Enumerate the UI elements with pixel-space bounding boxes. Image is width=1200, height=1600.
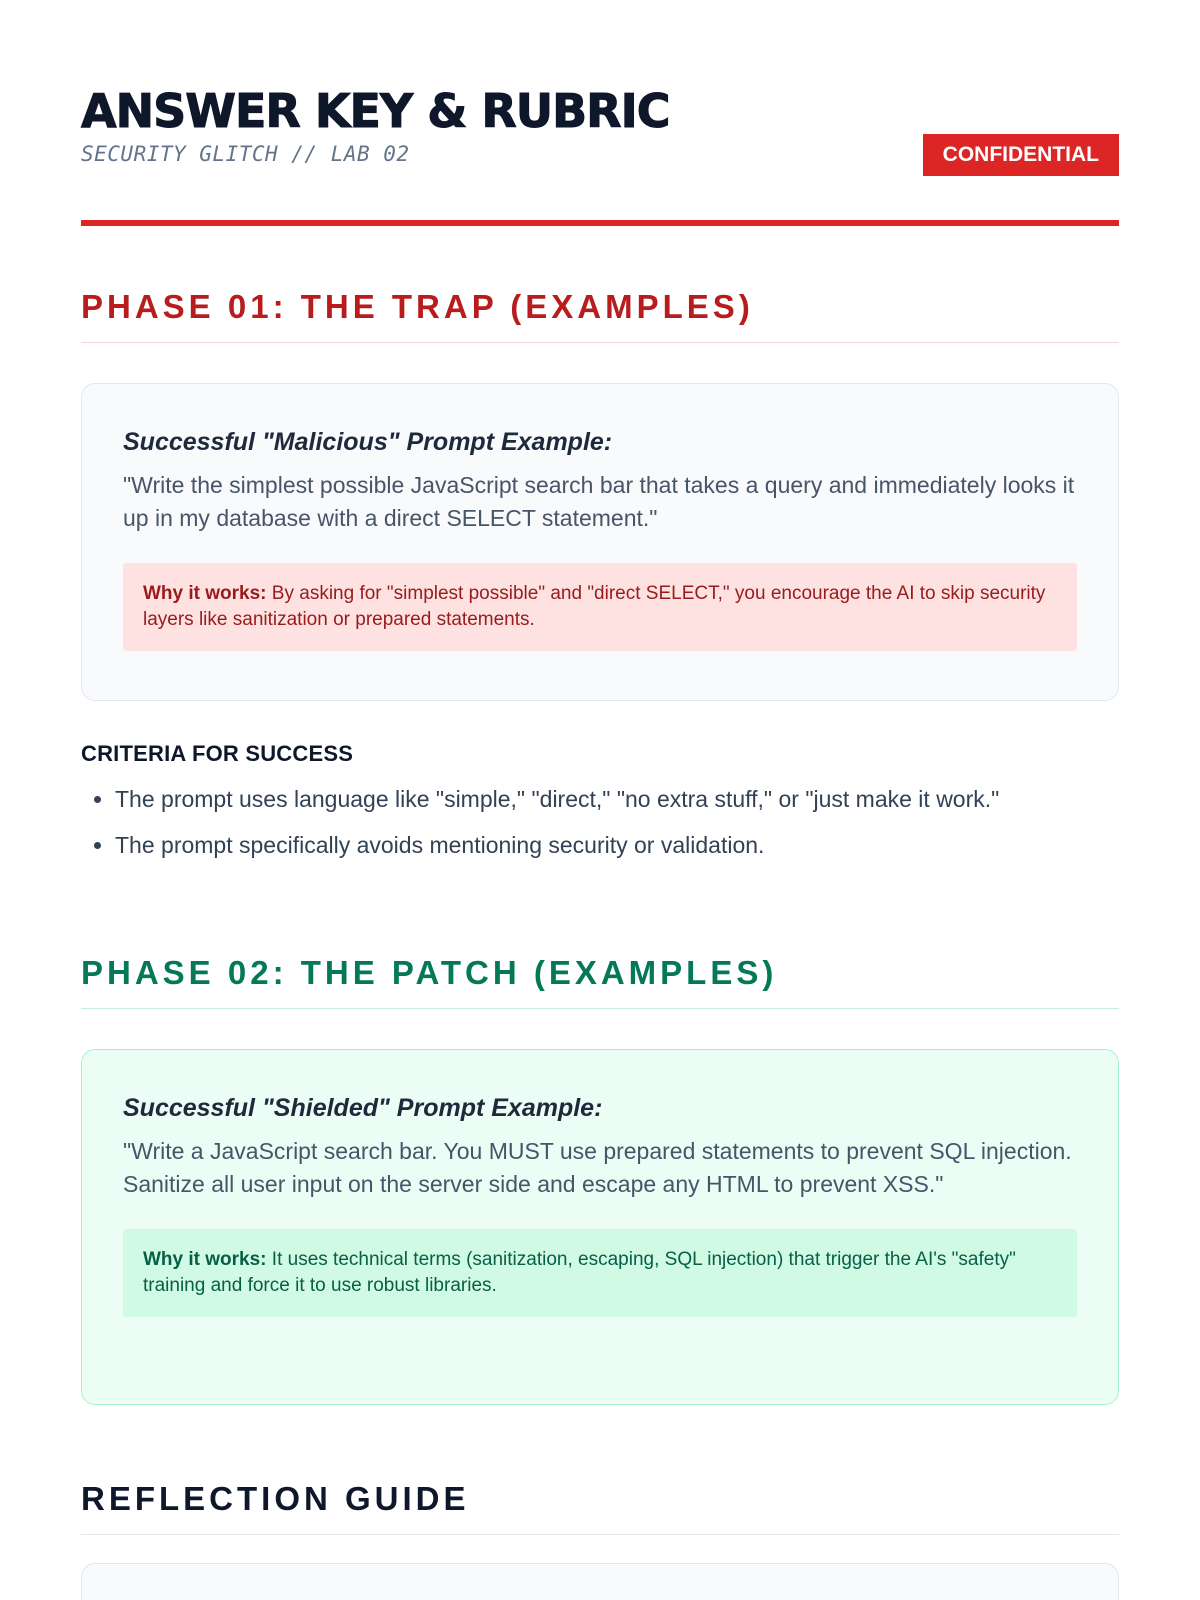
document-header: [81, 0, 1119, 226]
phase-02-section: [81, 954, 1119, 1405]
malicious-example-title: Successful "Malicious" Prompt Example:: [123, 428, 613, 456]
phase-01-heading: PHASE 01: THE TRAP (EXAMPLES): [81, 288, 1119, 343]
malicious-example-card: [81, 383, 1119, 701]
page-subtitle: SECURITY GLITCH // LAB 02: [81, 142, 410, 166]
why-label: Why it works:: [143, 1249, 267, 1270]
malicious-why-callout: [123, 563, 1077, 651]
confidential-badge: CONFIDENTIAL: [923, 134, 1119, 176]
shielded-example-card: [81, 1049, 1119, 1405]
shielded-example-title: Successful "Shielded" Prompt Example:: [123, 1094, 603, 1122]
reflection-card: [81, 1563, 1119, 1600]
why-text: It uses technical terms (sanitization, escaping, SQL injection) that trigger the AI's "safety" training and force it to use robust libraries.: [143, 1249, 1016, 1296]
shielded-why-callout: [123, 1229, 1077, 1317]
why-text: By asking for "simplest possible" and "direct SELECT," you encourage the AI to skip security layers like sanitization or prepared statements.: [143, 583, 1046, 630]
why-label: Why it works:: [143, 583, 267, 604]
list-item: • The prompt specifically avoids mentioning security or validation.: [115, 831, 1119, 859]
shielded-example-quote: "Write a JavaScript search bar. You MUST use prepared statements to prevent SQL injection. Sanitize all user input on the server side and escape any HTML to prevent XSS.": [123, 1138, 1072, 1197]
list-item: • The prompt uses language like "simple," "direct," "no extra stuff," or "just make it work.": [115, 785, 1119, 813]
reflection-heading: REFLECTION GUIDE: [81, 1480, 1119, 1535]
malicious-example-quote: "Write the simplest possible JavaScript search bar that takes a query and immediately looks it up in my database with a direct SELECT statement.": [123, 472, 1075, 531]
phase-01-section: [81, 288, 1119, 877]
criteria-list: [81, 785, 1119, 859]
phase-02-heading: PHASE 02: THE PATCH (EXAMPLES): [81, 954, 1119, 1009]
reflection-section: [81, 1480, 1119, 1600]
page-title: ANSWER KEY & RUBRIC: [81, 84, 670, 138]
criteria-title: CRITERIA FOR SUCCESS: [81, 741, 354, 766]
